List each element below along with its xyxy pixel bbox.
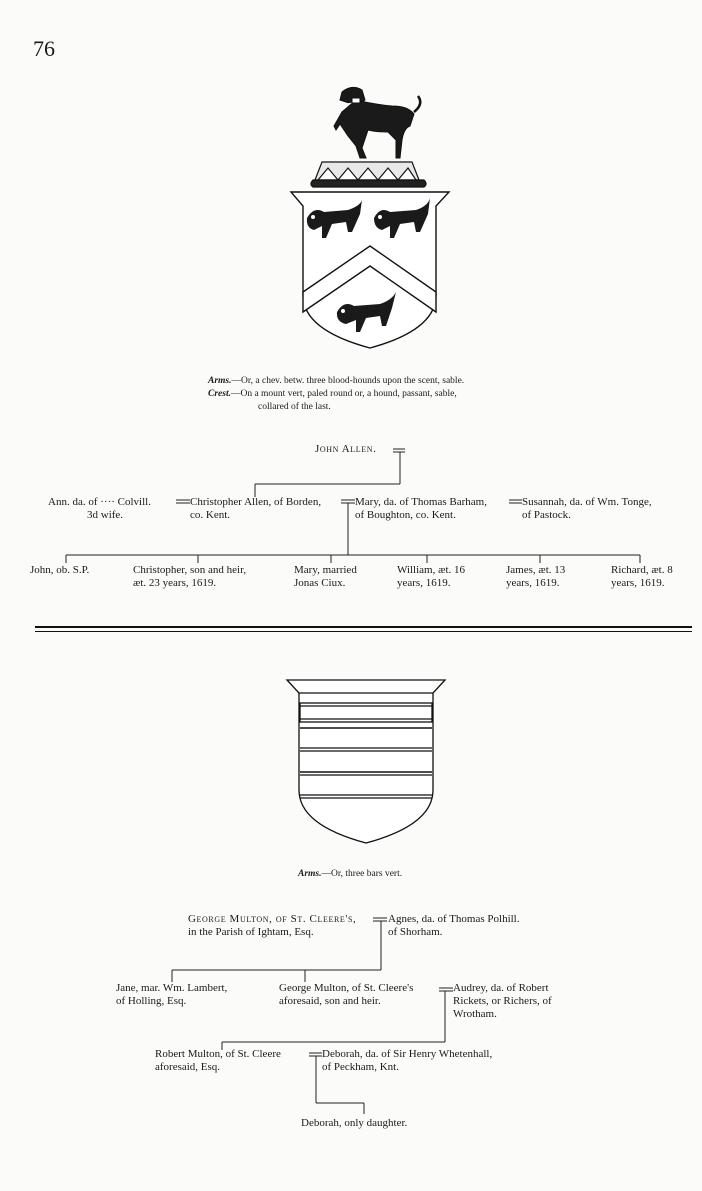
progenitor-john-allen: John Allen.	[315, 443, 377, 455]
wife-susannah-tonge-place: of Pastock.	[522, 509, 571, 521]
george-multon-junior-note: aforesaid, son and heir.	[279, 995, 381, 1007]
child-richard: Richard, æt. 8	[611, 564, 673, 576]
child-william: William, æt. 16	[397, 564, 465, 576]
husband-christopher-allen: Christopher Allen, of Borden,	[190, 496, 322, 508]
crest-description-cont: collared of the last.	[258, 402, 331, 412]
section-divider-thin	[35, 631, 692, 632]
robert-multon-note: aforesaid, Esq.	[155, 1061, 221, 1073]
wife-agnes-polhill-place: of Shorham.	[388, 926, 443, 938]
crest-description: Crest.—On a mount vert, paled round or, a hound, passant, sable,	[208, 389, 457, 399]
child-richard-age: years, 1619.	[611, 577, 665, 589]
wife-agnes-polhill: Agnes, da. of Thomas Polhill.	[388, 913, 520, 925]
child-william-age: years, 1619.	[397, 577, 451, 589]
child-christopher: Christopher, son and heir,	[133, 564, 247, 576]
section-divider-thick	[35, 626, 692, 628]
shield-outline	[291, 192, 449, 348]
wife-susannah-tonge: Susannah, da. of Wm. Tonge,	[522, 496, 652, 508]
child-jane-place: of Holling, Esq.	[116, 995, 187, 1007]
deborah-only-daughter: Deborah, only daughter.	[301, 1117, 408, 1129]
child-john: John, ob. S.P.	[30, 564, 90, 576]
shield-barry-icon	[287, 680, 445, 843]
bloodhound-icon-2	[374, 198, 430, 238]
bloodhound-icon-1	[307, 200, 362, 238]
child-james-age: years, 1619.	[506, 577, 560, 589]
wife-deborah-whetenhall-place: of Peckham, Knt.	[322, 1061, 399, 1073]
page-number: 76	[33, 36, 55, 61]
george-multon-senior: George Multon, of St. Cleere's,	[188, 913, 357, 925]
wife-mary-barham-place: of Boughton, co. Kent.	[355, 509, 456, 521]
wife-mary-barham: Mary, da. of Thomas Barham,	[355, 496, 487, 508]
arms-description: Arms.—Or, a chev. betw. three blood-hounds upon the scent, sable.	[208, 376, 465, 386]
wife-deborah-whetenhall: Deborah, da. of Sir Henry Whetenhall,	[322, 1048, 493, 1060]
wife-ann-colvill-note: 3d wife.	[87, 509, 124, 521]
wife-ann-colvill: Ann. da. of ···· Colvill.	[48, 496, 151, 508]
child-christopher-age: æt. 23 years, 1619.	[133, 577, 217, 589]
child-james: James, æt. 13	[506, 564, 566, 576]
child-jane: Jane, mar. Wm. Lambert,	[116, 982, 228, 994]
bloodhound-icon-3	[337, 292, 396, 332]
wife-audrey-rickets: Audrey, da. of Robert	[453, 982, 549, 994]
crest-mount	[311, 162, 426, 187]
wife-audrey-rickets-place: Wrotham.	[453, 1008, 497, 1020]
child-mary-spouse: Jonas Ciux.	[294, 577, 346, 589]
wife-audrey-rickets-cont: Rickets, or Richers, of	[453, 995, 552, 1007]
husband-christopher-allen-place: co. Kent.	[190, 509, 231, 521]
arms-description-multon: Arms.—Or, three bars vert.	[298, 869, 403, 879]
crest-hound-icon	[334, 87, 420, 158]
robert-multon: Robert Multon, of St. Cleere	[155, 1048, 281, 1060]
george-multon-junior: George Multon, of St. Cleere's	[279, 982, 414, 994]
george-multon-senior-place: in the Parish of Ightam, Esq.	[188, 926, 314, 938]
child-mary: Mary, married	[294, 564, 357, 576]
